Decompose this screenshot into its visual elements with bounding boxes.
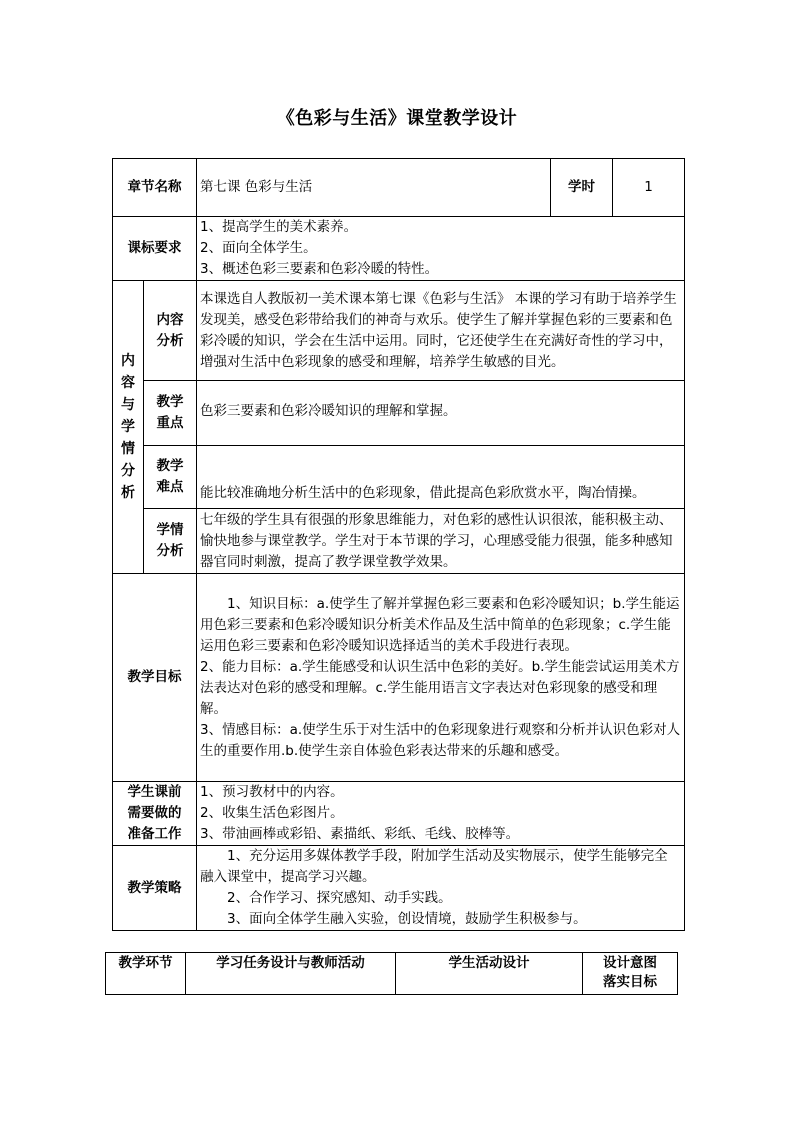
strategy-label: 教学策略	[113, 846, 197, 931]
header-teacher-activity: 学习任务设计与教师活动	[186, 953, 396, 995]
prep-line: 1、预习教材中的内容。	[200, 784, 344, 800]
strategy-text	[197, 846, 685, 931]
hours-value: 1	[613, 159, 685, 217]
standard-label: 课标要求	[113, 217, 197, 281]
strategy-line: 1、充分运用多媒体教学手段，附加学生活动及实物展示，使学生能够完全融入课堂中，提高学习兴趣。	[200, 848, 668, 885]
standard-line: 2、面向全体学生。	[200, 240, 317, 256]
strategy-line: 2、合作学习、探究感知、动手实践。	[227, 890, 452, 906]
preparation-text	[197, 782, 685, 846]
lesson-plan-table	[112, 158, 685, 931]
student-analysis-text: 七年级的学生具有很强的形象思维能力，对色彩的感性认识很浓，能积极主动、愉快地参与课堂教学。学生对于本节课的学习，心理感受能力很强，能多种感知器官同时刺激，提高了教学课堂教学效果。	[197, 509, 685, 574]
preparation-label: 学生课前 需要做的 准备工作	[113, 782, 197, 846]
student-analysis-label: 学情 分析	[144, 509, 197, 574]
analysis-group-label: 内 容 与 学 情 分 析	[113, 281, 144, 574]
goal-ability: 2、能力目标：a.学生能感受和认识生活中色彩的美好。b.学生能尝试运用美术方法表达对色彩的感受和理解。c.学生能用语言文字表达对色彩现象的感受和理解。	[200, 658, 680, 717]
page-title: 《色彩与生活》课堂教学设计	[276, 108, 518, 129]
standard-line: 3、概述色彩三要素和色彩冷暖的特性。	[200, 261, 439, 277]
key-points-text: 色彩三要素和色彩冷暖知识的理解和掌握。	[197, 381, 685, 446]
prep-line: 2、收集生活色彩图片。	[200, 805, 344, 821]
chapter-value: 第七课 色彩与生活	[197, 159, 551, 217]
goal-emotion: 3、情感目标：a.使学生乐于对生活中的色彩现象进行观察和分析并认识色彩对人生的重要作用.b.使学生亲自体验色彩表达带来的乐趣和感受。	[200, 721, 681, 759]
difficulty-text: 能比较准确地分析生活中的色彩现象，借此提高色彩欣赏水平，陶冶情操。	[197, 446, 685, 509]
strategy-line: 3、面向全体学生融入实验，创设情境，鼓励学生积极参与。	[227, 911, 587, 927]
key-points-label: 教学 重点	[144, 381, 197, 446]
hours-label: 学时	[551, 159, 613, 217]
goals-text	[197, 574, 685, 782]
difficulty-label: 教学 难点	[144, 446, 197, 509]
content-analysis-label: 内容 分析	[144, 281, 197, 381]
teaching-process-table	[105, 952, 678, 995]
standard-text	[197, 217, 685, 281]
header-teaching-stage: 教学环节	[106, 953, 186, 995]
goals-label: 教学目标	[113, 574, 197, 782]
header-student-activity: 学生活动设计	[396, 953, 583, 995]
chapter-label: 章节名称	[113, 159, 197, 217]
header-design-intent: 设计意图 落实目标	[583, 953, 678, 995]
prep-line: 3、带油画棒或彩铅、素描纸、彩纸、毛线、胶棒等。	[200, 826, 520, 842]
content-analysis-text: 本课选自人教版初一美术课本第七课《色彩与生活》 本课的学习有助于培养学生发现美，感受色彩带给我们的神奇与欢乐。使学生了解并掌握色彩的三要素和色彩冷暖的知识，学会在生活中运用。同时，它还使学生在充满好奇性的学习中，增强对生活中色彩现象的感受和理解，培养学生敏感的目光。	[197, 281, 685, 381]
goal-knowledge: 1、知识目标：a.使学生了解并掌握色彩三要素和色彩冷暖知识；b.学生能运用色彩三要素和色彩冷暖知识分析美术作品及生活中简单的色彩现象；c.学生能运用色彩三要素和色彩冷暖知识选择适当的美术手段进行表现。	[200, 595, 680, 654]
standard-line: 1、提高学生的美术素养。	[200, 219, 358, 235]
